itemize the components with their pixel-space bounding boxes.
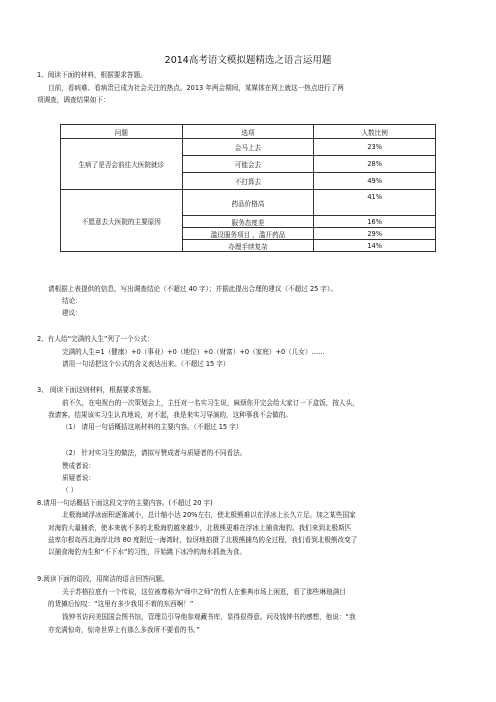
q3-question-label: 质疑者说： <box>62 474 95 482</box>
q9-line2: 的货摊后惊叹：“这里有多少我用不着的东西啊！” <box>48 600 194 608</box>
table-cell-pct: 41% <box>314 190 436 216</box>
table-cell-option: 办理手续复杂 <box>182 240 314 252</box>
table-cell-pct: 49% <box>314 173 436 190</box>
q8-line2: 对海豹大量捕杀，使本来就不多的北极海豹越来越少，北极熊更难在浮冰上捕食海豹。我们来到北极斯匹 <box>48 524 352 532</box>
q2-formula: 完满的人生=1（健康）+0（事业）+0（地位）+0（财富）+0（家庭）+0（儿女）…… <box>62 348 325 356</box>
group1-label: 生病了是否会前往大医院就诊 <box>61 139 183 190</box>
table-cell-option: 服务态度差 <box>182 216 314 228</box>
q8-heading: 8.请用一句话概括下面这段文字的主要内容。(不超过 20 字) <box>37 499 213 507</box>
table-cell-option: 药品价格高 <box>182 190 314 216</box>
group2-label: 不愿意去大医院的主要原因 <box>61 190 183 252</box>
table-cell-option: 滥设服务项目 ，滥开药品 <box>182 228 314 240</box>
q1-paragraph-line1: 目前，看病难、看病贵已成为社会关注的热点。2013 年两会期间，某媒体在网上就这一热点进行了两 <box>48 84 344 92</box>
q1-paragraph-line2: 项调查，调查结果如下： <box>37 96 110 104</box>
page-title: 2014高考语文模拟题精选之语言运用题 <box>164 55 332 66</box>
q1-heading: 1、阅读下面的材料，根据要求答题。 <box>37 71 147 79</box>
q8-line4: 以捕食海豹为生和“不下水”的习性，开始跳下冰冷的海水抓鱼为食。 <box>48 548 247 556</box>
table-cell-option: 会马上去 <box>182 139 314 156</box>
q1-instruction: 请根据上表提供的信息，写出调查结论（不超过 40 字）；并据此提出合理的建议（不超过 25 字）。 <box>48 285 337 293</box>
q9-line3: 钱钟书访问美国国会图书馆，管理员引导他参观藏书库，显得很得意。问及钱钟书的感想，他说：“我 <box>62 613 356 621</box>
header-question: 问题 <box>61 125 183 139</box>
q2-instruction: 请用一句话把这个公式的含义表达出来。（不超过 15 字） <box>62 360 230 368</box>
table-cell-pct: 28% <box>314 156 436 173</box>
q3-paragraph-line1: 前不久，在电视台的一次策划会上，主任对一名实习生说，麻烦你开完会给大家订一下盒饭，按人头， <box>62 399 359 407</box>
table-cell-option: 可能会去 <box>182 156 314 173</box>
q9-line1: 关于苏格拉底有一个传说，这位被尊称为“师中之师”的哲人在雅典市场上闲逛，看了那些琳琅满目 <box>62 588 346 596</box>
table-cell-pct: 16% <box>314 216 436 228</box>
q9-line4: 亦充满惊奇，惊奇世界上有那么多我所不要看的书。” <box>48 626 200 634</box>
table-row <box>61 190 436 216</box>
table-header-row <box>61 125 436 139</box>
q3-paragraph-line2: 我请客。结果该实习生认真地说，对不起，我是来实习导演的，这种事我不会做的。 <box>48 411 292 419</box>
survey-table <box>60 124 436 252</box>
table-cell-pct: 14% <box>314 240 436 252</box>
q3-sub1: （1） 请用一句话概括这则材料的主要内容。（不超过 15 字） <box>62 423 243 431</box>
q3-sub2: （2） 针对实习生的做法，请拟写赞成者与质疑者的不同看法。 <box>62 449 247 457</box>
q2-heading: 2、有人给“完满的人生”列了一个公式： <box>37 335 154 343</box>
q8-line1: 北极海域浮冰面积逐渐减小，总计缩小达 20%左右，使北极熊难以在浮冰上长久立足。加之某些国家 <box>62 511 356 519</box>
table-row <box>61 139 436 156</box>
q8-line3: 兹卑尔根岛西北海岸北纬 80 度附近一海湾时，惊讶地拍摄了北极熊捕鸟的全过程，我们看到北极熊改变了 <box>48 536 358 544</box>
q9-heading: 9.阅读下面的语段，用简洁的语言回答问题。 <box>37 575 169 583</box>
q1-suggestion-label: 建议： <box>62 309 82 317</box>
header-option: 选项 <box>182 125 314 139</box>
q3-answer-paren: （ ） <box>62 486 78 494</box>
table-cell-pct: 23% <box>314 139 436 156</box>
table-cell-option: 不打算去 <box>182 173 314 190</box>
header-ratio: 人数比例 <box>314 125 436 139</box>
q1-conclusion-label: 结论： <box>62 297 82 305</box>
table-cell-pct: 29% <box>314 228 436 240</box>
q3-support-label: 赞成者说： <box>62 462 95 470</box>
q3-heading: 3、 阅读下面这则材料，根据要求答题。 <box>37 386 156 394</box>
